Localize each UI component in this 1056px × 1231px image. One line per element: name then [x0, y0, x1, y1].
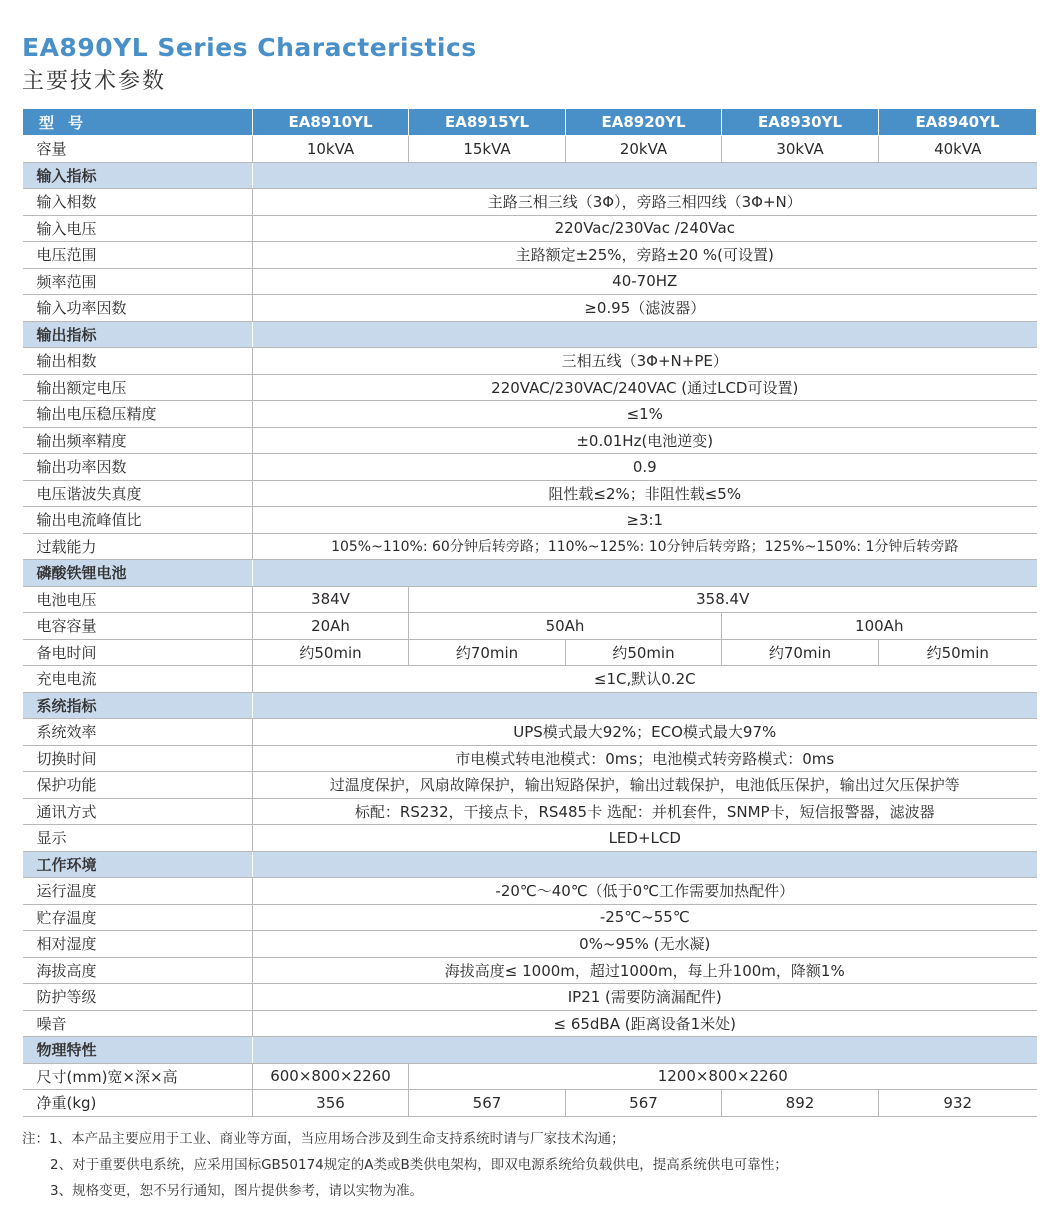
row-label: 显示 [23, 825, 253, 852]
section-header [23, 1037, 1037, 1064]
cell-value: 阻性载≤2%；非阻性载≤5% [253, 480, 1037, 507]
table-header-row [23, 109, 1037, 136]
row-label: 输入相数 [23, 189, 253, 216]
cell-value: 358.4V [409, 586, 1037, 613]
cell-value: 40kVA [879, 136, 1037, 163]
row-label: 输出功率因数 [23, 454, 253, 481]
footnote: 3、规格变更，恕不另行通知，图片提供参考，请以实物为准。 [50, 1183, 424, 1199]
cell-value: 15kVA [409, 136, 566, 163]
footnote: 注：1、本产品主要应用于工业、商业等方面，当应用场合涉及到生命支持系统时请与厂家技术沟通； [22, 1131, 625, 1147]
table-row [23, 1090, 1037, 1117]
cell-value: 932 [879, 1090, 1037, 1117]
section-title: 输入指标 [23, 162, 253, 189]
footnote: 2、对于重要供电系统，应采用国标GB50174规定的A类或B类供电架构，即双电源系统给负载供电，提高系统供电可靠性； [50, 1157, 788, 1173]
row-label: 电容容量 [23, 613, 253, 640]
cell-value: 40-70HZ [253, 268, 1037, 295]
row-label: 电压范围 [23, 242, 253, 269]
cell-value: 567 [566, 1090, 722, 1117]
row-label: 容量 [23, 136, 253, 163]
cell-value: 三相五线（3Φ+N+PE） [253, 348, 1037, 375]
row-label: 噪音 [23, 1010, 253, 1037]
table-row [23, 215, 1037, 242]
cell-value: 约70min [722, 639, 879, 666]
table-row [23, 904, 1037, 931]
table-row [23, 507, 1037, 534]
row-label: 电压谐波失真度 [23, 480, 253, 507]
section-header [23, 560, 1037, 587]
table-row [23, 984, 1037, 1011]
row-label: 电池电压 [23, 586, 253, 613]
spec-table [22, 108, 1037, 1117]
table-row [23, 639, 1037, 666]
section-title: 物理特性 [23, 1037, 253, 1064]
cell-value: ≥0.95（滤波器） [253, 295, 1037, 322]
row-label: 运行温度 [23, 878, 253, 905]
table-row [23, 613, 1037, 640]
page-title-cn: 主要技术参数 [22, 69, 167, 94]
row-label: 通讯方式 [23, 798, 253, 825]
row-label: 防护等级 [23, 984, 253, 1011]
section-title: 磷酸铁锂电池 [23, 560, 253, 587]
table-row [23, 427, 1037, 454]
cell-value: UPS模式最大92%；ECO模式最大97% [253, 719, 1037, 746]
table-row [23, 242, 1037, 269]
section-header [23, 162, 1037, 189]
row-label: 切换时间 [23, 745, 253, 772]
row-label: 输入功率因数 [23, 295, 253, 322]
model-name: EA8910YL [253, 109, 409, 136]
table-row [23, 957, 1037, 984]
cell-value: 约50min [879, 639, 1037, 666]
row-label: 输出电压稳压精度 [23, 401, 253, 428]
model-name: EA8940YL [879, 109, 1037, 136]
table-row [23, 348, 1037, 375]
section-header [23, 851, 1037, 878]
footnotes [22, 1126, 788, 1204]
cell-value: 市电模式转电池模式：0ms；电池模式转旁路模式：0ms [253, 745, 1037, 772]
page-title-en: EA890YL Series Characteristics [22, 33, 477, 62]
cell-value: -20℃～40℃（低于0℃工作需要加热配件） [253, 878, 1037, 905]
cell-value: 过温度保护，风扇故障保护，输出短路保护，输出过载保护，电池低压保护，输出过欠压保护等 [253, 772, 1037, 799]
cell-value: IP21 (需要防滴漏配件) [253, 984, 1037, 1011]
cell-value: 20Ah [253, 613, 409, 640]
row-label: 输出频率精度 [23, 427, 253, 454]
row-label: 频率范围 [23, 268, 253, 295]
cell-value: 220Vac/230Vac /240Vac [253, 215, 1037, 242]
row-label: 输出额定电压 [23, 374, 253, 401]
cell-value: 约50min [566, 639, 722, 666]
section-title: 系统指标 [23, 692, 253, 719]
row-label: 尺寸(mm)宽×深×高 [23, 1063, 253, 1090]
cell-value: ≥3:1 [253, 507, 1037, 534]
table-row [23, 719, 1037, 746]
cell-value: 约70min [409, 639, 566, 666]
cell-value: 10kVA [253, 136, 409, 163]
cell-value: 600×800×2260 [253, 1063, 409, 1090]
cell-value: 主路三相三线（3Φ），旁路三相四线（3Φ+N） [253, 189, 1037, 216]
cell-value: 20kVA [566, 136, 722, 163]
cell-value: 50Ah [409, 613, 722, 640]
table-row [23, 666, 1037, 693]
table-row [23, 1010, 1037, 1037]
model-name: EA8920YL [566, 109, 722, 136]
row-label: 输出电流峰值比 [23, 507, 253, 534]
cell-value: ≤ 65dBA (距离设备1米处) [253, 1010, 1037, 1037]
section-title: 工作环境 [23, 851, 253, 878]
table-row [23, 189, 1037, 216]
cell-value: 567 [409, 1090, 566, 1117]
cell-value: 100Ah [722, 613, 1037, 640]
table-row [23, 401, 1037, 428]
table-row [23, 772, 1037, 799]
row-label: 输出相数 [23, 348, 253, 375]
cell-value: 892 [722, 1090, 879, 1117]
cell-value: 0%~95% (无水凝) [253, 931, 1037, 958]
row-label: 过载能力 [23, 533, 253, 560]
cell-value: 标配：RS232，干接点卡，RS485卡 选配：并机套件，SNMP卡，短信报警器，滤波器 [253, 798, 1037, 825]
cell-value: ±0.01Hz(电池逆变) [253, 427, 1037, 454]
table-row [23, 1063, 1037, 1090]
table-row [23, 533, 1037, 560]
cell-value: ≤1% [253, 401, 1037, 428]
table-row [23, 136, 1037, 163]
model-name: EA8930YL [722, 109, 879, 136]
table-row [23, 295, 1037, 322]
cell-value: LED+LCD [253, 825, 1037, 852]
model-name: EA8915YL [409, 109, 566, 136]
section-header [23, 321, 1037, 348]
table-row [23, 745, 1037, 772]
row-label: 输入电压 [23, 215, 253, 242]
table-row [23, 268, 1037, 295]
cell-value: 0.9 [253, 454, 1037, 481]
row-label: 备电时间 [23, 639, 253, 666]
cell-value: 30kVA [722, 136, 879, 163]
table-row [23, 878, 1037, 905]
row-label: 海拔高度 [23, 957, 253, 984]
table-row [23, 480, 1037, 507]
model-header-label: 型号 [23, 109, 253, 136]
cell-value: 约50min [253, 639, 409, 666]
row-label: 充电电流 [23, 666, 253, 693]
row-label: 相对湿度 [23, 931, 253, 958]
cell-value: 356 [253, 1090, 409, 1117]
table-row [23, 454, 1037, 481]
cell-value: 384V [253, 586, 409, 613]
section-title: 输出指标 [23, 321, 253, 348]
cell-value: 主路额定±25%，旁路±20 %(可设置) [253, 242, 1037, 269]
row-label: 净重(kg) [23, 1090, 253, 1117]
table-row [23, 586, 1037, 613]
table-row [23, 931, 1037, 958]
table-row [23, 798, 1037, 825]
cell-value: 1200×800×2260 [409, 1063, 1037, 1090]
cell-value: ≤1C,默认0.2C [253, 666, 1037, 693]
cell-value: 105%~110%: 60分钟后转旁路；110%~125%: 10分钟后转旁路；125%~150%: 1分钟后转旁路 [253, 533, 1037, 560]
row-label: 贮存温度 [23, 904, 253, 931]
cell-value: 220VAC/230VAC/240VAC (通过LCD可设置) [253, 374, 1037, 401]
cell-value: -25℃~55℃ [253, 904, 1037, 931]
table-row [23, 825, 1037, 852]
row-label: 保护功能 [23, 772, 253, 799]
row-label: 系统效率 [23, 719, 253, 746]
table-row [23, 374, 1037, 401]
cell-value: 海拔高度≤ 1000m，超过1000m，每上升100m，降额1% [253, 957, 1037, 984]
section-header [23, 692, 1037, 719]
